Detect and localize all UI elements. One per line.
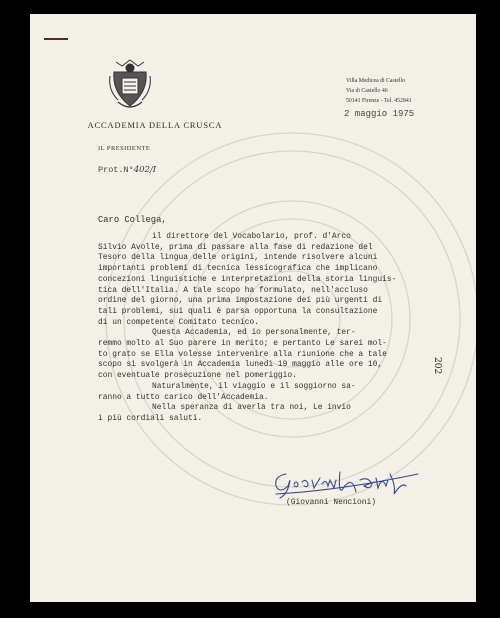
crest-icon bbox=[108, 56, 152, 112]
protocol-number bbox=[98, 165, 156, 175]
body-line: con eventuale prosecuzione nel pomeriggio. bbox=[98, 371, 297, 381]
body-line: ranno a tutto carico dell'Accademia. bbox=[98, 392, 269, 402]
paragraph bbox=[98, 403, 438, 424]
office-title: IL PRESIDENTE bbox=[98, 145, 151, 152]
salutation: Caro Collega, bbox=[98, 215, 167, 225]
body-line: tica dell'Italia. A tale scopo ha formulato, nell'accluso bbox=[98, 285, 368, 295]
letter-page bbox=[30, 14, 476, 602]
body-line: Silvio Avolle, prima di passare alla fase di redazione del bbox=[98, 242, 373, 252]
body-line: il direttore del Vocabolario, prof. d'Arco bbox=[152, 232, 351, 241]
address-line: 50141 Firenze - Tel. 452841 bbox=[346, 98, 412, 104]
letter-body bbox=[98, 232, 438, 425]
body-line: importanti problemi di tecnica lessicografica che implicano bbox=[98, 264, 378, 274]
body-line: i più cordiali saluti. bbox=[98, 413, 203, 423]
protocol-label: Prot.N° bbox=[98, 165, 134, 175]
body-line: remmo molto al Suo parere in merito; e pertanto Le sarei mol- bbox=[98, 339, 387, 349]
body-line: scopo si svolgerà in Accademia lunedì 19 maggio alle ore 10, bbox=[98, 360, 383, 370]
body-line: di un competente Comitato tecnico. bbox=[98, 317, 259, 327]
body-line: concezioni linguistiche e interpretazioni della storia linguis- bbox=[98, 274, 397, 284]
paragraph bbox=[98, 232, 438, 328]
letter-date: 2 maggio 1975 bbox=[344, 109, 415, 119]
body-line: Questa Accademia, ed io personalmente, ter- bbox=[152, 328, 356, 338]
body-line: Nella speranza di averla tra noi, Le invio bbox=[152, 403, 351, 413]
handwritten-signature bbox=[272, 464, 422, 500]
body-line: ordine del giorno, una prima impostazione dei più urgenti di bbox=[98, 296, 383, 306]
body-line: tali problemi, sui quali è parsa opportuna la consultazione bbox=[98, 306, 378, 316]
address-line: Via di Castello 46 bbox=[346, 88, 388, 94]
paragraph bbox=[98, 382, 438, 403]
margin-annotation: 202 bbox=[432, 357, 442, 375]
protocol-value: 402/I bbox=[133, 165, 157, 175]
body-line: Tesoro della lingua delle origini, intende risolvere alcuni bbox=[98, 253, 378, 263]
institution-name: ACCADEMIA DELLA CRUSCA bbox=[87, 121, 223, 130]
typed-signature: (Giovanni Nencioni) bbox=[286, 498, 376, 507]
body-line: Naturalmente, il viaggio e il soggiorno sa- bbox=[152, 381, 356, 391]
address-line: Villa Medicea di Castello bbox=[346, 78, 406, 84]
paragraph bbox=[98, 328, 438, 382]
body-line: to grato se Ella volesse intervenire alla riunione che a tale bbox=[98, 349, 387, 359]
address-block bbox=[346, 76, 412, 106]
